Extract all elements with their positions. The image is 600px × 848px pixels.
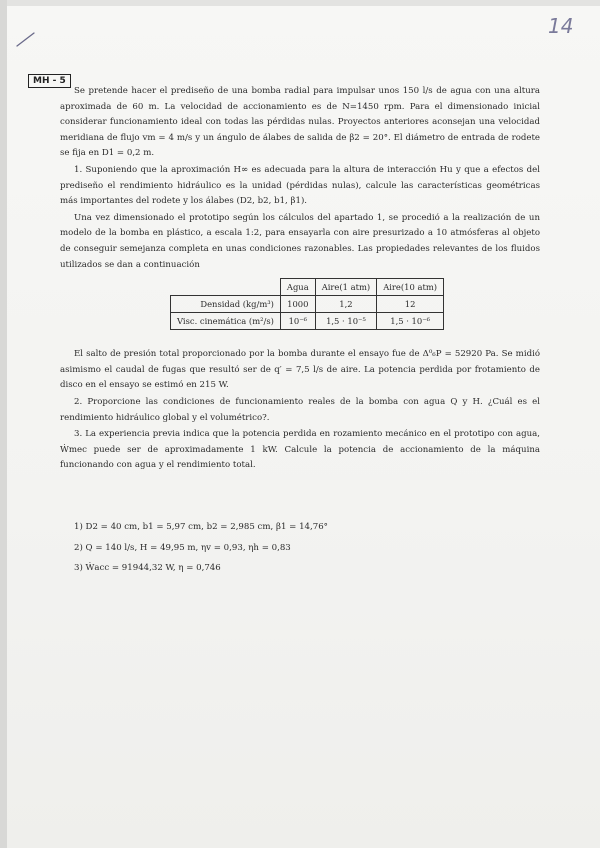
question-3: 3. La experiencia previa indica que la potencia perdida en rozamiento mecánico en el prototipo con agua, Ẇmec puede ser de aproximadamente 1 kW. Calcule la potencia de accionamiento de la máquina funcionando con agua y el rendimiento total. bbox=[60, 429, 540, 471]
test-results-paragraph: El salto de presión total proporcionado por la bomba durante el ensayo fue de Δ⁰₆P = 52920 Pa. Se midió asimismo el caudal de fugas que resultó ser de q′ = 7,5 l/s de aire. La potencia perdida por frotamiento de disco en el ensayo se estimó en 215 W. bbox=[60, 349, 540, 391]
pen-stroke-icon bbox=[14, 30, 38, 50]
row-label: Visc. cinemática (m²/s) bbox=[171, 313, 281, 330]
table-cell: 10⁻⁶ bbox=[280, 313, 315, 330]
table-header: Aire(1 atm) bbox=[315, 279, 377, 296]
table-header: Agua bbox=[280, 279, 315, 296]
table-cell: 1,2 bbox=[315, 296, 377, 313]
scan-left-edge bbox=[0, 0, 7, 848]
scan-top-edge bbox=[0, 0, 600, 6]
row-label: Densidad (kg/m³) bbox=[171, 296, 281, 313]
table-cell: 1000 bbox=[280, 296, 315, 313]
problem-statement bbox=[60, 84, 540, 475]
table-header-row bbox=[171, 279, 444, 296]
answer-1: 1) D2 = 40 cm, b1 = 5,97 cm, b2 = 2,985 cm, β1 = 14,76° bbox=[74, 522, 328, 532]
table-row bbox=[171, 313, 444, 330]
model-paragraph: Una vez dimensionado el prototipo según los cálculos del apartado 1, se procedió a la realización de un modelo de la bomba en plástico, a escala 1:2, para ensayarla con aire presurizado a 10 atmósferas al objeto de conseguir semejanza completa en unas condiciones razonables. Las propiedades relevantes de los fluidos utilizados se dan a continuación bbox=[60, 212, 540, 270]
table-cell: 1,5 · 10⁻⁵ bbox=[315, 313, 377, 330]
table-row bbox=[171, 296, 444, 313]
table-header: Aire(10 atm) bbox=[377, 279, 444, 296]
answer-2: 2) Q = 140 l/s, H = 49,95 m, ηv = 0,93, ηh = 0,83 bbox=[74, 542, 291, 553]
handwritten-page-number: 14 bbox=[548, 14, 574, 38]
intro-paragraph: Se pretende hacer el prediseño de una bomba radial para impulsar unos 150 l/s de agua con una altura aproximada de 60 m. La velocidad de accionamiento es de N=1450 rpm. Para el dimensionado inicial considerar funcionamiento ideal con todas las pérdidas nulas. Proyectos anteriores aconsejan una velocidad meridiana de flujo vm = 4 m/s y un ángulo de álabes de salida de β2 = 20°. El diámetro de entrada de rodete se fija en D1 = 0,2 m. bbox=[60, 86, 540, 159]
question-2: 2. Proporcione las condiciones de funcionamiento reales de la bomba con agua Q y H. ¿Cuál es el rendimiento hidráulico global y el volumétrico?. bbox=[60, 396, 540, 423]
table-cell: 12 bbox=[377, 296, 444, 313]
table-cell: 1,5 · 10⁻⁶ bbox=[377, 313, 444, 330]
question-1: 1. Suponiendo que la aproximación H∞ es adecuada para la altura de interacción Hu y que a efectos del prediseño el rendimiento hidráulico es la unidad (pérdidas nulas), calcule las características geométricas más importantes del rodete y los álabes (D2, b2, b1, β1). bbox=[60, 164, 540, 207]
fluid-properties-table bbox=[170, 278, 444, 330]
answer-3: 3) Ẇacc = 91944,32 W, η = 0,746 bbox=[74, 563, 221, 573]
problem-tag: MH - 5 bbox=[28, 74, 71, 88]
table-corner bbox=[171, 279, 281, 296]
answers-block bbox=[74, 517, 494, 579]
